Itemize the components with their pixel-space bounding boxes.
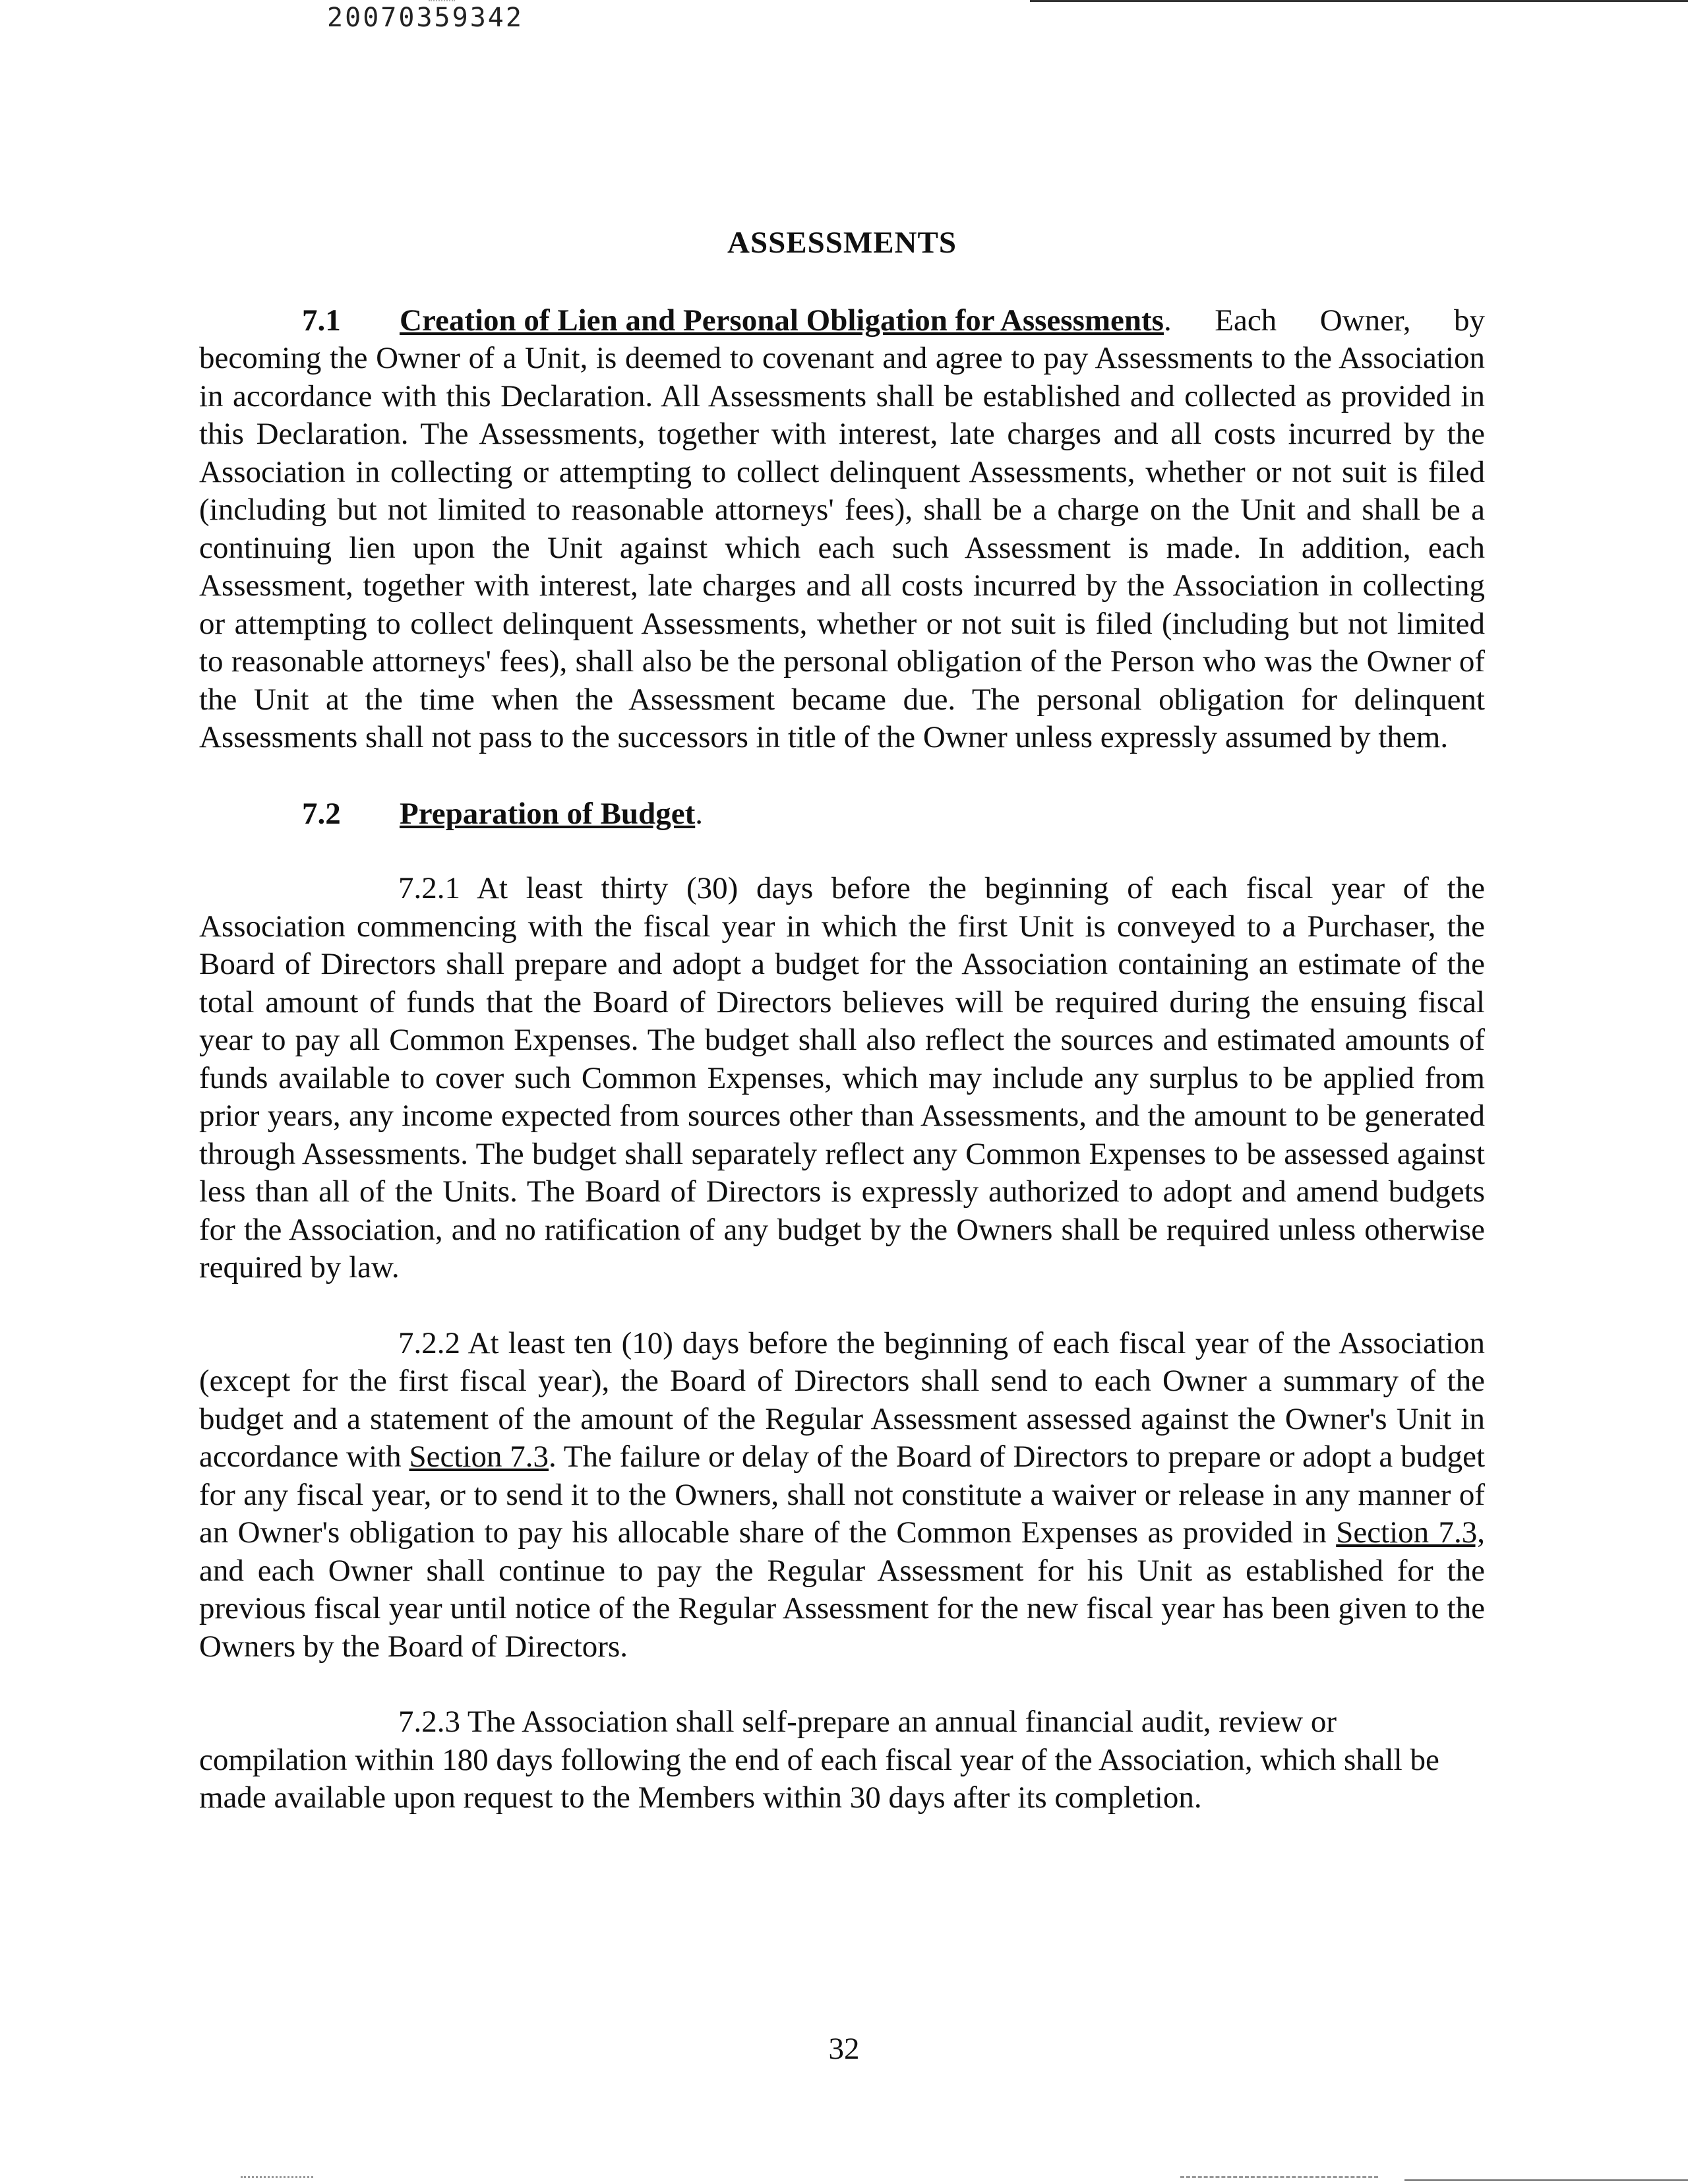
- header-rule: [1030, 0, 1688, 2]
- subsection-7-2-2-paragraph: [199, 1325, 1485, 1666]
- footer-rule: [1404, 2179, 1688, 2181]
- scan-speckles-bottom-left: [241, 2176, 313, 2179]
- section-7-1-body: Each Owner, by becoming the Owner of a Unit, is deemed to covenant and agree to pay Assessments to the Association in accordance with this Declaration. All Assessments shall be established and collected as provided in this Declaration. The Assessments, together with interest, late charges and all costs incurred by the Association in collecting or attempting to collect delinquent Assessments, whether or not suit is filed (including but not limited to reasonable attorneys' fees), shall be a charge on the Unit and shall be a continuing lien upon the Unit against which each such Assessment is made. In addition, each Assessment, together with interest, late charges and all costs incurred by the Association in collecting or attempting to collect delinquent Assessments, whether or not suit is filed (including but not limited to reasonable attorneys' fees), shall also be the personal obligation of the Person who was the Owner of the Unit at the time when the Assessment became due. The personal obligation for delinquent Assessments shall not pass to the successors in title of the Owner unless expressly assumed by them.: [199, 303, 1485, 754]
- subsection-7-2-1-paragraph: [199, 870, 1485, 1287]
- subsection-7-2-3-paragraph: [199, 1703, 1485, 1817]
- page-number: 32: [828, 2032, 860, 2066]
- subsection-7-2-1-number: 7.2.1: [398, 871, 460, 905]
- subsection-7-2-2-number: 7.2.2: [398, 1325, 460, 1360]
- subsection-7-2-2-body-part3: and each Owner shall continue to pay the Regular Assessment for his Unit as established for the previous fiscal year until notice of the Regular Assessment for the new fiscal year has been given to the Owners by the Board of Directors.: [199, 1553, 1485, 1664]
- section-7-2-heading-line: 7.2 Preparation of Budget.: [199, 795, 1485, 834]
- section-7-2-heading-period: .: [695, 796, 703, 831]
- subsection-7-2-3-body: The Association shall self-prepare an annual financial audit, review or compilation within 180 days following the end of each fiscal year of the Association, which shall be made available upon request to the Members within 30 days after its completion.: [199, 1705, 1439, 1815]
- section-7-1-heading-period: .: [1163, 303, 1172, 338]
- subsection-7-2-2-body-part2: . The failure or delay of the Board of Directors to prepare or adopt a budget for any fiscal year, or to send it to the Owners, shall not constitute a waiver or release in any manner of an Owner's obligation to pay his allocable share of the Common Expenses as provided in: [199, 1440, 1486, 1550]
- section-7-3-reference-2: Section 7.3,: [1336, 1515, 1485, 1550]
- document-number: 20070359342: [327, 3, 524, 33]
- subsection-7-2-2-body-part1: At least ten (10) days before the beginning of each fiscal year of the Association (except for the first fiscal year), the Board of Directors shall send to each Owner a summary of the budget and a statement of the amount of the Regular Assessment assessed against the Owner's Unit in accordance with: [199, 1325, 1485, 1474]
- section-7-1-heading: Creation of Lien and Personal Obligation for Assessments: [400, 303, 1164, 338]
- document-page: [199, 224, 1485, 1855]
- article-title: ASSESSMENTS: [727, 226, 957, 260]
- section-7-2-heading: Preparation of Budget: [400, 796, 696, 831]
- subsection-7-2-3-number: 7.2.3: [398, 1705, 460, 1739]
- scan-speckles-bottom-right: [1180, 2176, 1378, 2179]
- section-7-3-reference-1: Section 7.3: [409, 1440, 549, 1474]
- subsection-7-2-1-body: At least thirty (30) days before the beginning of each fiscal year of the Association commencing with the fiscal year in which the first Unit is conveyed to a Purchaser, the Board of Directors shall prepare and adopt a budget for the Association containing an estimate of the total amount of funds that the Board of Directors believes will be required during the ensuing fiscal year to pay all Common Expenses. The budget shall also reflect the sources and estimated amounts of funds available to cover such Common Expenses, which may include any surplus to be applied from prior years, any income expected from sources other than Assessments, and the amount to be generated through Assessments. The budget shall separately reflect any Common Expenses to be assessed against less than all of the Units. The Board of Directors is expressly authorized to adopt and amend budgets for the Association, and no ratification of any budget by the Owners shall be required unless otherwise required by law.: [199, 871, 1485, 1285]
- section-7-1-paragraph: 7.1 Creation of Lien and Personal Obligation for Assessments. Each Owner, by becoming the Owner of a Unit, is deemed to covenant and agree to pay Assessments to the Association in accordance with this Declaration. All Assessments shall be established and collected as provided in this Declaration. The Assessments, together with interest, late charges and all costs incurred by the Association in collecting or attempting to collect delinquent Assessments, whether or not suit is filed (including but not limited to reasonable attorneys' fees), shall be a charge on the Unit and shall be a continuing lien upon the Unit against which each such Assessment is made. In addition, each Assessment, together with interest, late charges and all costs incurred by the Association in collecting or attempting to collect delinquent Assessments, whether or not suit is filed (including but not limited to reasonable attorneys' fees), shall also be the personal obligation of the Person who was the Owner of the Unit at the time when the Assessment became due. The personal obligation for delinquent Assessments shall not pass to the successors in title of the Owner unless expressly assumed by them.: [199, 303, 1485, 754]
